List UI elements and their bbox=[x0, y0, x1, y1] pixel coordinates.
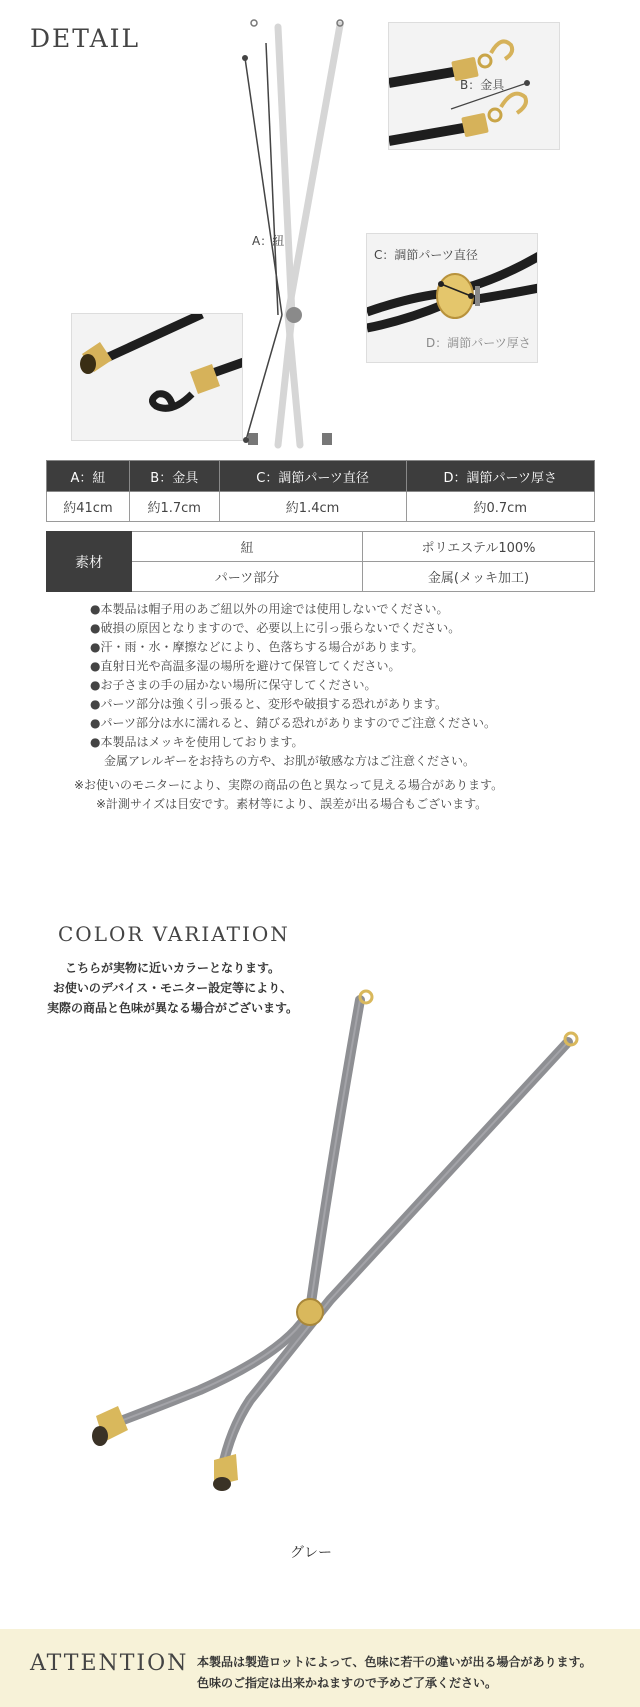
attention-banner bbox=[0, 1629, 640, 1707]
note-item: ●直射日光や高温多湿の場所を避けて保管してください。 bbox=[90, 659, 401, 673]
note-item: ●汗・雨・水・摩擦などにより、色落ちする場合があります。 bbox=[90, 640, 424, 654]
strap-product-image bbox=[0, 970, 640, 1530]
spec-value-row bbox=[47, 492, 595, 522]
attention-heading: ATTENTION bbox=[30, 1651, 189, 1676]
label-b: B：金具 bbox=[460, 78, 505, 92]
spec-value: 約0.7cm bbox=[406, 492, 594, 522]
fine-print-line: ※計測サイズは目安です。素材等により、誤差が出る場合もございます。 bbox=[96, 797, 488, 811]
material-table bbox=[46, 531, 595, 592]
fine-print bbox=[74, 776, 503, 814]
spec-table bbox=[46, 460, 595, 522]
spec-value: 約41cm bbox=[47, 492, 130, 522]
label-c: C：調節パーツ直径 bbox=[374, 248, 478, 262]
material-value: 金属(メッキ加工) bbox=[363, 562, 595, 592]
color-name-label: グレー bbox=[290, 1545, 332, 1561]
fine-print-line: ※お使いのモニターにより、実際の商品の色と異なって見える場合があります。 bbox=[74, 778, 504, 792]
spec-header: A：紐 bbox=[47, 461, 130, 492]
material-row bbox=[47, 532, 595, 562]
note-item: ●パーツ部分は水に濡れると、錆びる恐れがありますのでご注意ください。 bbox=[90, 716, 496, 730]
note-item: 金属アレルギーをお持ちの方や、お肌が敏感な方はご注意ください。 bbox=[104, 754, 475, 768]
material-value: ポリエステル100% bbox=[363, 532, 595, 562]
photo-strap-ends bbox=[71, 313, 243, 441]
strap-diagram bbox=[230, 15, 370, 455]
label-a: A：紐 bbox=[252, 234, 285, 248]
detail-heading: DETAIL bbox=[30, 24, 141, 53]
description-line: こちらが実物に近いカラーとなります。 bbox=[64, 961, 281, 975]
note-item: ●お子さまの手の届かない場所に保守してください。 bbox=[90, 678, 377, 692]
material-header: 素材 bbox=[47, 532, 132, 592]
note-item: ●本製品はメッキを使用しております。 bbox=[90, 735, 304, 749]
spec-header: D：調節パーツ厚さ bbox=[406, 461, 594, 492]
description-line: お使いのデバイス・モニター設定等により、 bbox=[52, 981, 293, 995]
description-line: 実際の商品と色味が異なる場合がございます。 bbox=[46, 1001, 299, 1015]
note-item: ●パーツ部分は強く引っ張ると、変形や破損する恐れがあります。 bbox=[90, 697, 448, 711]
note-item: ●破損の原因となりますので、必要以上に引っ張らないでください。 bbox=[90, 621, 461, 635]
material-part: 紐 bbox=[132, 532, 363, 562]
material-part: パーツ部分 bbox=[132, 562, 363, 592]
spec-value: 約1.4cm bbox=[219, 492, 406, 522]
care-notes bbox=[90, 600, 610, 771]
spec-value: 約1.7cm bbox=[129, 492, 219, 522]
color-variation-heading: COLOR VARIATION bbox=[58, 922, 290, 946]
attention-line: 本製品は製造ロットによって、色味に若干の違いが出る場合があります。 bbox=[197, 1655, 592, 1669]
attention-line: 色味のご指定は出来かねますので予めご了承ください。 bbox=[197, 1676, 498, 1690]
label-d: D：調節パーツ厚さ bbox=[426, 336, 531, 350]
spec-header-row bbox=[47, 461, 595, 492]
note-item: ●本製品は帽子用のあご紐以外の用途では使用しないでください。 bbox=[90, 602, 449, 616]
spec-header: C：調節パーツ直径 bbox=[219, 461, 406, 492]
spec-header: B：金具 bbox=[129, 461, 219, 492]
attention-text bbox=[197, 1652, 592, 1694]
